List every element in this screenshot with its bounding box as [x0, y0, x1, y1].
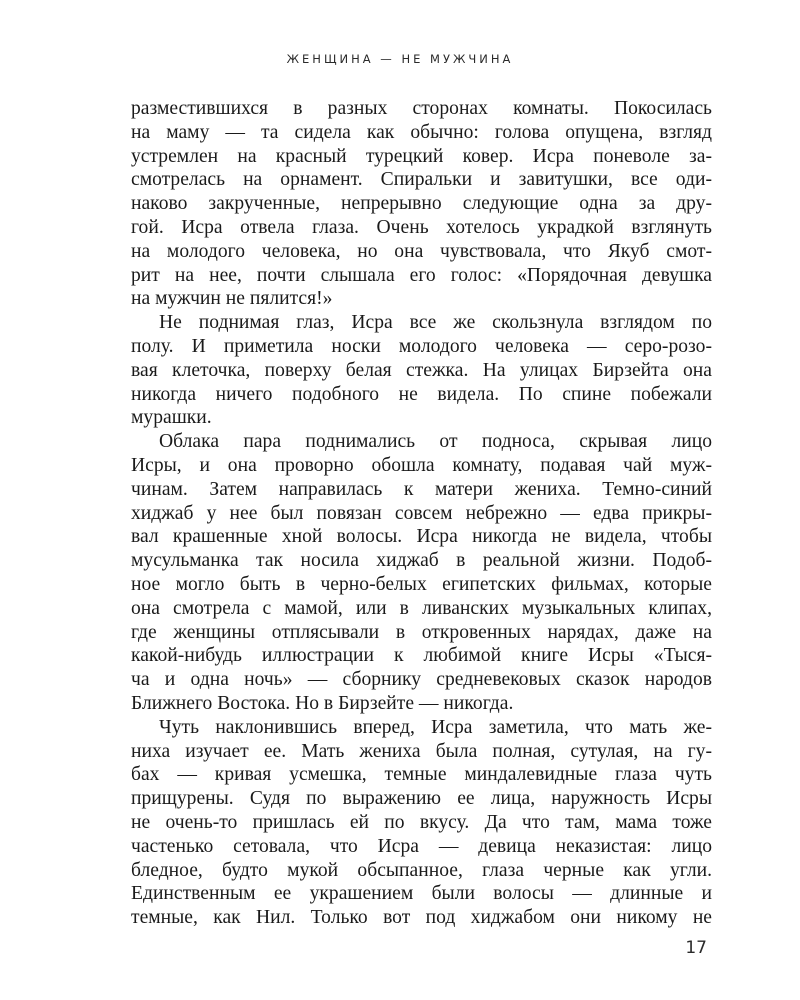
- text-line: Ближнего Востока. Но в Бирзейте — никогда.: [131, 692, 514, 714]
- text-line: смотрелась на орнамент. Спиральки и завитушки, все оди-: [131, 169, 712, 191]
- text-line: полу. И приметила носки молодого человека — серо-розо-: [131, 335, 712, 357]
- text-line: гой. Исра отвела глаза. Очень хотелось украдкой взглянуть: [131, 216, 712, 238]
- text-line: на мужчин не пялится!»: [131, 288, 333, 310]
- text-line: никогда ничего подобного не видела. По спине побежали: [131, 383, 712, 405]
- text-line: на маму — та сидела как обычно: голова опущена, взгляд: [131, 121, 712, 143]
- body-text: [131, 97, 712, 930]
- text-line: Чуть наклонившись вперед, Исра заметила, что мать же-: [159, 716, 712, 738]
- text-line: ча и одна ночь» — сборнику средневековых сказок народов: [131, 669, 712, 691]
- text-line: Единственным ее украшением были волосы — длинные и: [131, 883, 712, 905]
- text-line: она смотрела с мамой, или в ливанских музыкальных клипах,: [131, 597, 712, 619]
- running-head: ЖЕНЩИНА — НЕ МУЖЧИНА: [286, 52, 514, 66]
- text-line: устремлен на красный турецкий ковер. Исра поневоле за-: [131, 145, 712, 167]
- text-line: мурашки.: [131, 407, 212, 429]
- text-line: ное могло быть в черно-белых египетских фильмах, которые: [131, 573, 712, 595]
- text-line: вая клеточка, поверху белая стежка. На улицах Бирзейта она: [131, 359, 712, 381]
- text-line: Не поднимая глаз, Исра все же скользнула взглядом по: [159, 312, 712, 334]
- text-line: где женщины отплясывали в откровенных нарядах, даже на: [131, 621, 712, 643]
- text-line: какой-нибудь иллюстрации к любимой книге Исры «Тыся-: [131, 645, 712, 667]
- paragraph: [131, 311, 712, 430]
- page-number: 17: [685, 938, 707, 958]
- text-line: разместившихся в разных сторонах комнаты. Покосилась: [131, 98, 712, 119]
- text-line: вал крашенные хной волосы. Исра никогда не видела, чтобы: [131, 526, 712, 548]
- text-line: на молодого человека, но она чувствовала, что Якуб смот-: [131, 240, 712, 262]
- text-line: не очень-то пришлась ей по вкусу. Да что там, мама тоже: [131, 811, 712, 833]
- paragraph: [131, 430, 712, 716]
- text-line: бах — кривая усмешка, темные миндалевидные глаза чуть: [131, 764, 712, 786]
- text-line: ниха изучает ее. Мать жениха была полная, сутулая, на гу-: [131, 740, 712, 762]
- text-line: чинам. Затем направилась к матери жениха. Темно-синий: [131, 478, 712, 500]
- text-line: наково закрученные, непрерывно следующие одна за дру-: [131, 193, 712, 215]
- text-line: хиджаб у нее был повязан совсем небрежно — едва прикры-: [131, 502, 712, 524]
- text-line: прищурены. Судя по выражению ее лица, наружность Исры: [131, 788, 712, 810]
- text-line: рит на нее, почти слышала его голос: «Порядочная девушка: [131, 264, 712, 286]
- text-line: мусульманка так носила хиджаб в реальной жизни. Подоб-: [131, 550, 712, 572]
- text-line: Облака пара поднимались от подноса, скрывая лицо: [159, 431, 712, 453]
- text-line: частенько сетовала, что Исра — девица неказистая: лицо: [131, 835, 712, 857]
- paragraph: [131, 716, 712, 930]
- text-line: темные, как Нил. Только вот под хиджабом они никому не: [131, 907, 712, 929]
- text-line: Исры, и она проворно обошла комнату, подавая чай муж-: [131, 454, 712, 476]
- text-line: бледное, будто мукой обсыпанное, глаза черные как угли.: [131, 859, 712, 881]
- paragraph: [131, 97, 712, 311]
